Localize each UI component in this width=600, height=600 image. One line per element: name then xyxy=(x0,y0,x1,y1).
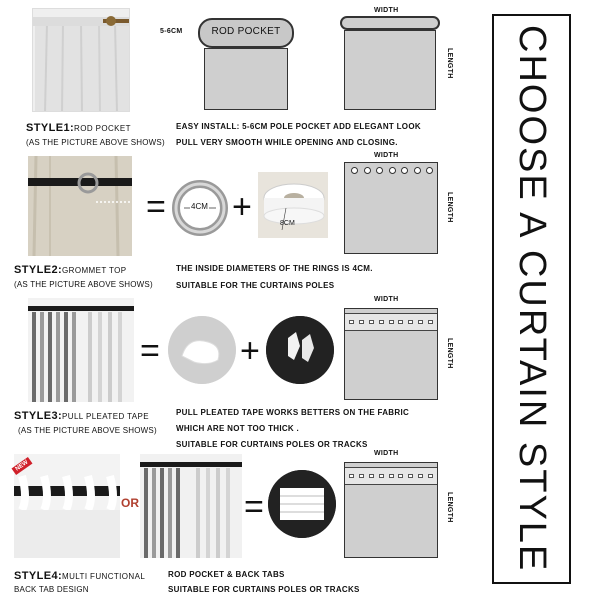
new-badge: NEW xyxy=(12,457,33,475)
page-title: CHOOSE A CURTAIN STYLE xyxy=(511,25,553,573)
style2-length-label: LENGTH xyxy=(446,192,453,223)
hook-icon xyxy=(266,316,334,384)
style2-desc2: SUITABLE FOR THE CURTAINS POLES xyxy=(176,281,335,290)
style2-width-label: WIDTH xyxy=(374,152,399,159)
style3-photo xyxy=(28,298,134,402)
pleat-tape-strip xyxy=(345,313,437,331)
style3-desc2: WHICH ARE NOT TOO THICK . xyxy=(176,424,300,433)
style4-photo-backtab xyxy=(14,454,120,558)
pleated-curtain-image xyxy=(28,298,134,402)
style4-desc1: ROD POCKET & BACK TABS xyxy=(168,570,285,579)
style4-label xyxy=(14,570,145,582)
rod-pocket-label: ROD POCKET xyxy=(211,26,281,37)
style3-length-label: LENGTH xyxy=(446,338,453,369)
rod-pocket-diagram xyxy=(198,18,294,110)
grommet-tape-roll xyxy=(258,172,328,238)
tape-roll-icon xyxy=(258,172,328,238)
style1-panel-diagram xyxy=(340,16,440,110)
style2-note: (AS THE PICTURE ABOVE SHOWS) xyxy=(14,280,153,289)
backtab-slot xyxy=(379,474,384,478)
pleat-slot xyxy=(408,320,413,324)
style1-width-label: WIDTH xyxy=(374,7,399,14)
backtab-slot xyxy=(389,474,394,478)
style2-plus: + xyxy=(232,188,252,226)
style4-photo-pleated xyxy=(140,454,242,558)
tape-roll-icon xyxy=(268,470,336,538)
style2-label-sub: GROMMET TOP xyxy=(62,266,127,275)
style3-label-sub: PULL PLEATED TAPE xyxy=(62,412,150,421)
backtab-slot xyxy=(369,474,374,478)
or-label: OR xyxy=(121,496,139,510)
grommet-hole xyxy=(426,167,433,174)
tape-roll-icon xyxy=(168,316,236,384)
backtab-slot xyxy=(398,474,403,478)
pleated-curtain-image xyxy=(140,454,242,558)
pleat-slot xyxy=(369,320,374,324)
backtab-slot xyxy=(349,474,354,478)
style3-desc1: PULL PLEATED TAPE WORKS BETTERS ON THE FABRIC xyxy=(176,408,410,417)
rod-pocket-panel xyxy=(204,48,288,110)
style4-label-sub: MULTI FUNCTIONAL xyxy=(62,572,146,581)
style1-photo xyxy=(32,8,130,112)
style2-photo xyxy=(28,156,132,256)
ring-size-label: 4CM xyxy=(191,202,208,211)
backtab-curtain-image xyxy=(14,454,120,558)
pleat-slot xyxy=(359,320,364,324)
backtab-slot xyxy=(359,474,364,478)
style1-length-label: LENGTH xyxy=(446,48,453,79)
style2-equals: = xyxy=(146,188,166,226)
backtab-slots xyxy=(349,474,433,478)
pleat-slot xyxy=(379,320,384,324)
style4-equals: = xyxy=(244,488,264,526)
style1-rod xyxy=(340,16,440,30)
style4-width-label: WIDTH xyxy=(374,450,399,457)
style2-label xyxy=(14,264,126,276)
pleat-slot xyxy=(418,320,423,324)
grommet-ring xyxy=(172,180,228,236)
style2-desc1: THE INSIDE DIAMETERS OF THE RINGS IS 4CM. xyxy=(176,264,373,273)
style3-label xyxy=(14,410,149,422)
pleat-slot xyxy=(349,320,354,324)
backtab-slot xyxy=(418,474,423,478)
pleat-slot xyxy=(389,320,394,324)
style2-panel-diagram xyxy=(344,162,438,254)
style4-desc2: SUITABLE FOR CURTAINS POLES OR TRACKS xyxy=(168,585,360,594)
style1-panel xyxy=(344,30,436,110)
style4-length-label: LENGTH xyxy=(446,492,453,523)
grommet-hole xyxy=(351,167,358,174)
style3-desc3: SUITABLE FOR CURTAINS POLES OR TRACKS xyxy=(176,440,368,449)
grommet-hole xyxy=(376,167,383,174)
style1-label-main: STYLE1: xyxy=(26,122,75,134)
backtab-slot xyxy=(428,474,433,478)
pleat-tape-roll xyxy=(168,316,236,384)
style3-panel-diagram xyxy=(344,308,438,400)
style1-label xyxy=(26,122,131,134)
style3-note: (AS THE PICTURE ABOVE SHOWS) xyxy=(18,426,157,435)
style4-panel-diagram xyxy=(344,462,438,558)
backtab-slot xyxy=(408,474,413,478)
grommet-hole xyxy=(401,167,408,174)
grommet-hole xyxy=(364,167,371,174)
style4-note: BACK TAB DESIGN xyxy=(14,585,89,594)
style3-plus: + xyxy=(240,332,260,370)
grommet-hole xyxy=(389,167,396,174)
title-box xyxy=(492,14,571,584)
pleat-hooks xyxy=(266,316,334,384)
style1-desc2: PULL VERY SMOOTH WHILE OPENING AND CLOSING. xyxy=(176,138,398,147)
rod-pocket-curtain-image xyxy=(33,9,130,112)
grommet-hole xyxy=(414,167,421,174)
grommet-holes xyxy=(351,167,433,175)
style3-width-label: WIDTH xyxy=(374,296,399,303)
style1-note: (AS THE PICTURE ABOVE SHOWS) xyxy=(26,138,165,147)
style1-desc1: EASY INSTALL: 5-6CM POLE POCKET ADD ELEGANT LOOK xyxy=(176,122,421,131)
pleat-slots xyxy=(349,320,433,324)
backtab-strip xyxy=(345,467,437,485)
style3-label-main: STYLE3: xyxy=(14,410,63,422)
style1-label-sub: ROD POCKET xyxy=(74,124,131,133)
backtab-tape-roll xyxy=(268,470,336,538)
style4-label-main: STYLE4: xyxy=(14,570,63,582)
style2-label-main: STYLE2: xyxy=(14,264,63,276)
grommet-curtain-image xyxy=(28,156,132,256)
style3-equals: = xyxy=(140,332,160,370)
pleat-slot xyxy=(398,320,403,324)
tape-size-label: 8CM xyxy=(280,220,295,227)
pleat-slot xyxy=(428,320,433,324)
pocket-size-label: 5-6CM xyxy=(160,28,183,35)
